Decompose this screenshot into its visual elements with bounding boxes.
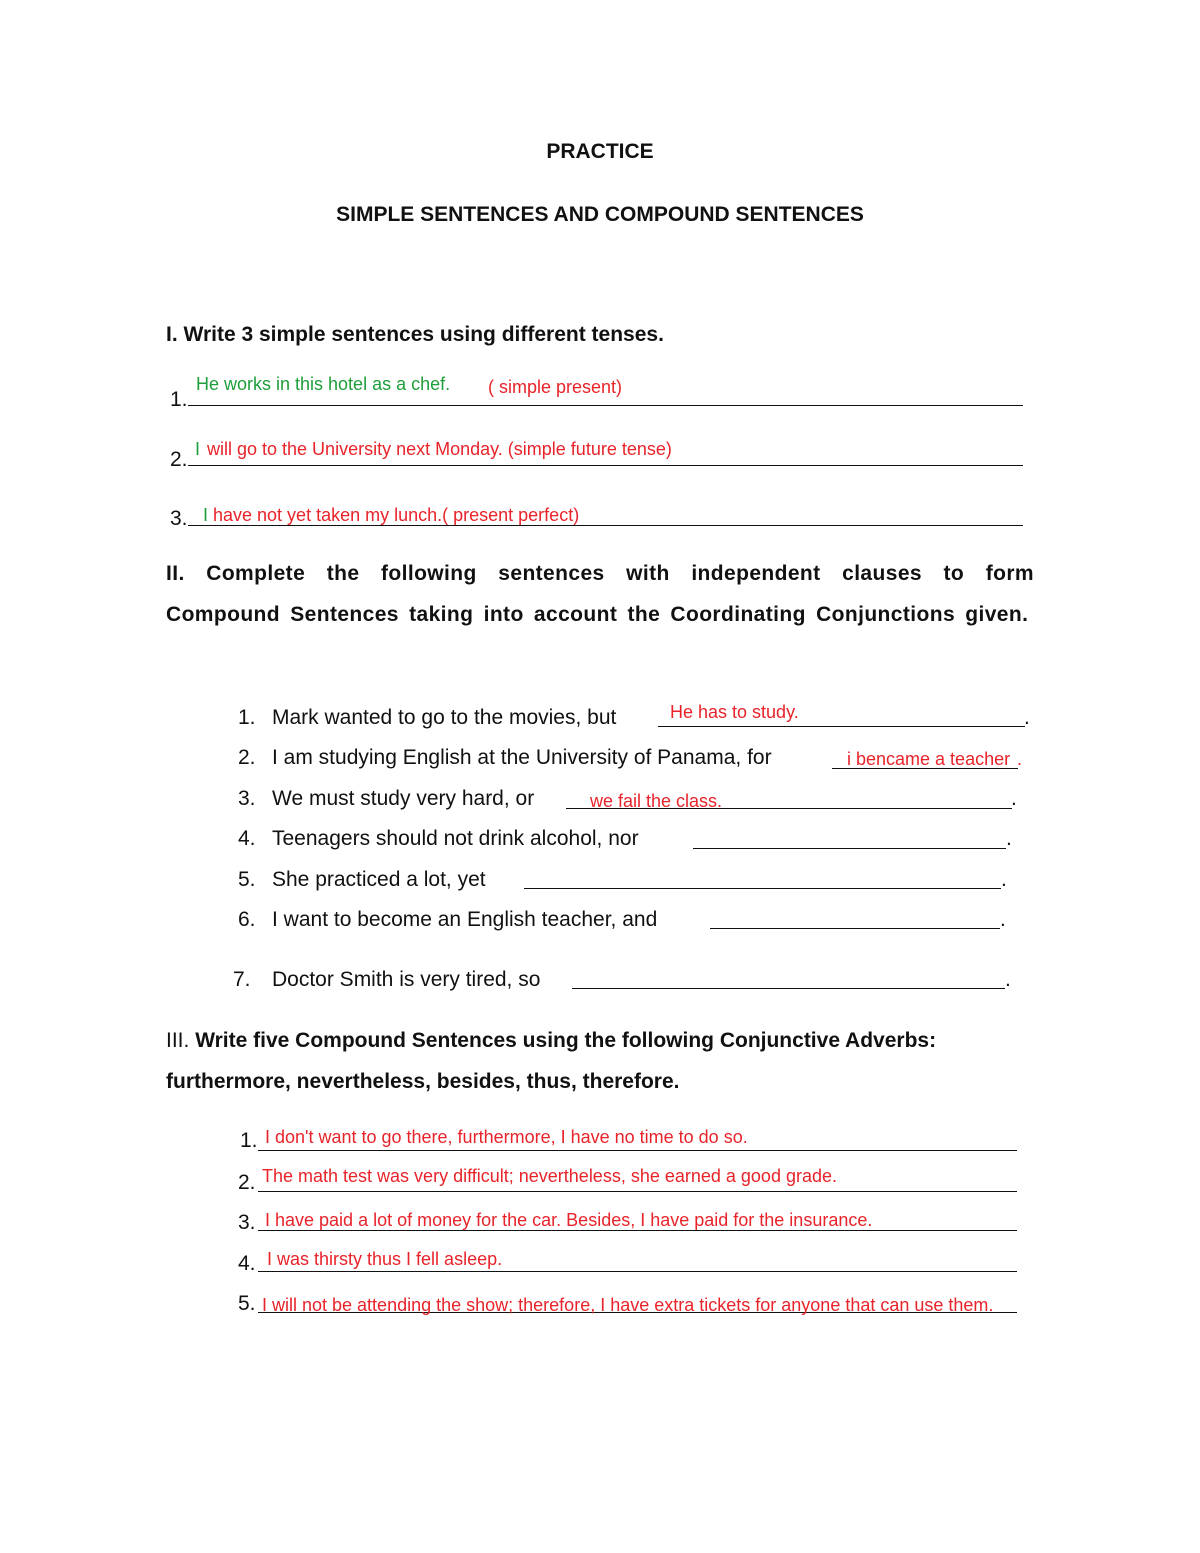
s3-item-number: 1. [240,1129,258,1152]
section3-heading [166,1029,936,1053]
s3-item-number: 2. [238,1171,256,1194]
s3-answer-3: I have paid a lot of money for the car. Besides, I have paid for the insurance. [265,1210,873,1230]
s2-item-end: . [1000,908,1006,931]
answer-underline [693,848,1006,849]
s1-item-number: 2. [170,448,188,471]
s3-answer-5: I will not be attending the show; therefore, I have extra tickets for anyone that can use them. [262,1295,994,1315]
answer-underline [572,988,1005,989]
section3-heading-text: Write five Compound Sentences using the following Conjunctive Adverbs: [195,1029,937,1052]
answer-underline [524,888,1001,889]
s1-answer-1-red: ( simple present) [488,377,623,397]
s2-item-prompt: Doctor Smith is very tired, so [272,968,541,991]
s3-answer-1: I don't want to go there, furthermore, I have no time to do so. [265,1127,748,1147]
s2-item-end: . [1017,749,1023,769]
s3-answer-2: The math test was very difficult; nevertheless, she earned a good grade. [262,1166,837,1186]
section3-heading-prefix: III. [166,1029,190,1052]
s1-item-number: 3. [170,507,188,530]
section3-heading-line2: furthermore, nevertheless, besides, thus, therefore. [166,1070,680,1093]
s1-answer-1-green: He works in this hotel as a chef. [196,374,451,394]
s2-answer-3: we fail the class. [590,791,723,811]
s2-answer-1: He has to study. [670,702,799,722]
section2-heading: II. Complete the following sentences with independent clauses to form Compound Sentences taking into account the Coordinating Conjunctions given. [166,562,1034,626]
s2-item-end: . [1001,868,1007,891]
s2-item-end: . [1006,827,1012,850]
s2-item-prompt: We must study very hard, or [272,787,535,810]
s3-item-number: 4. [238,1252,256,1275]
s2-item-prompt: I want to become an English teacher, and [272,908,658,931]
s1-answer-3-red: have not yet taken my lunch.( present perfect) [213,505,580,525]
answer-underline [258,1191,1017,1192]
s2-item-number: 4. [238,827,256,850]
s2-item-end: . [1011,787,1017,810]
answer-underline [188,405,1023,406]
s2-item-number: 1. [238,706,256,729]
s2-item-prompt: Mark wanted to go to the movies, but [272,706,617,729]
s2-item-number: 7. [233,968,251,991]
page-title: PRACTICE [546,140,654,163]
s2-item-prompt: Teenagers should not drink alcohol, nor [272,827,639,850]
s3-item-number: 5. [238,1292,256,1315]
s2-item-number: 5. [238,868,256,891]
answer-underline [710,928,1000,929]
s2-item-prompt: I am studying English at the University of Panama, for [272,746,772,769]
answer-underline [258,1271,1017,1272]
s2-item-end: . [1024,706,1030,729]
s1-item-number: 1. [170,388,188,411]
s2-item-prompt: She practiced a lot, yet [272,868,486,891]
s2-item-number: 3. [238,787,256,810]
s1-answer-2-red: will go to the University next Monday. (simple future tense) [207,439,672,459]
s2-item-number: 2. [238,746,256,769]
answer-underline [258,1150,1017,1151]
s2-item-end: . [1005,968,1011,991]
s1-answer-3-green: I [203,505,209,525]
s3-item-number: 3. [238,1211,256,1234]
s2-answer-2: i bencame a teacher [847,749,1011,769]
page-subtitle: SIMPLE SENTENCES AND COMPOUND SENTENCES [336,203,864,226]
s1-answer-2-green: I [195,439,201,459]
s2-item-number: 6. [238,908,256,931]
answer-underline [658,726,1025,727]
section1-heading: I. Write 3 simple sentences using different tenses. [166,323,664,346]
s3-answer-4: I was thirsty thus I fell asleep. [267,1249,503,1269]
answer-underline [188,465,1023,466]
